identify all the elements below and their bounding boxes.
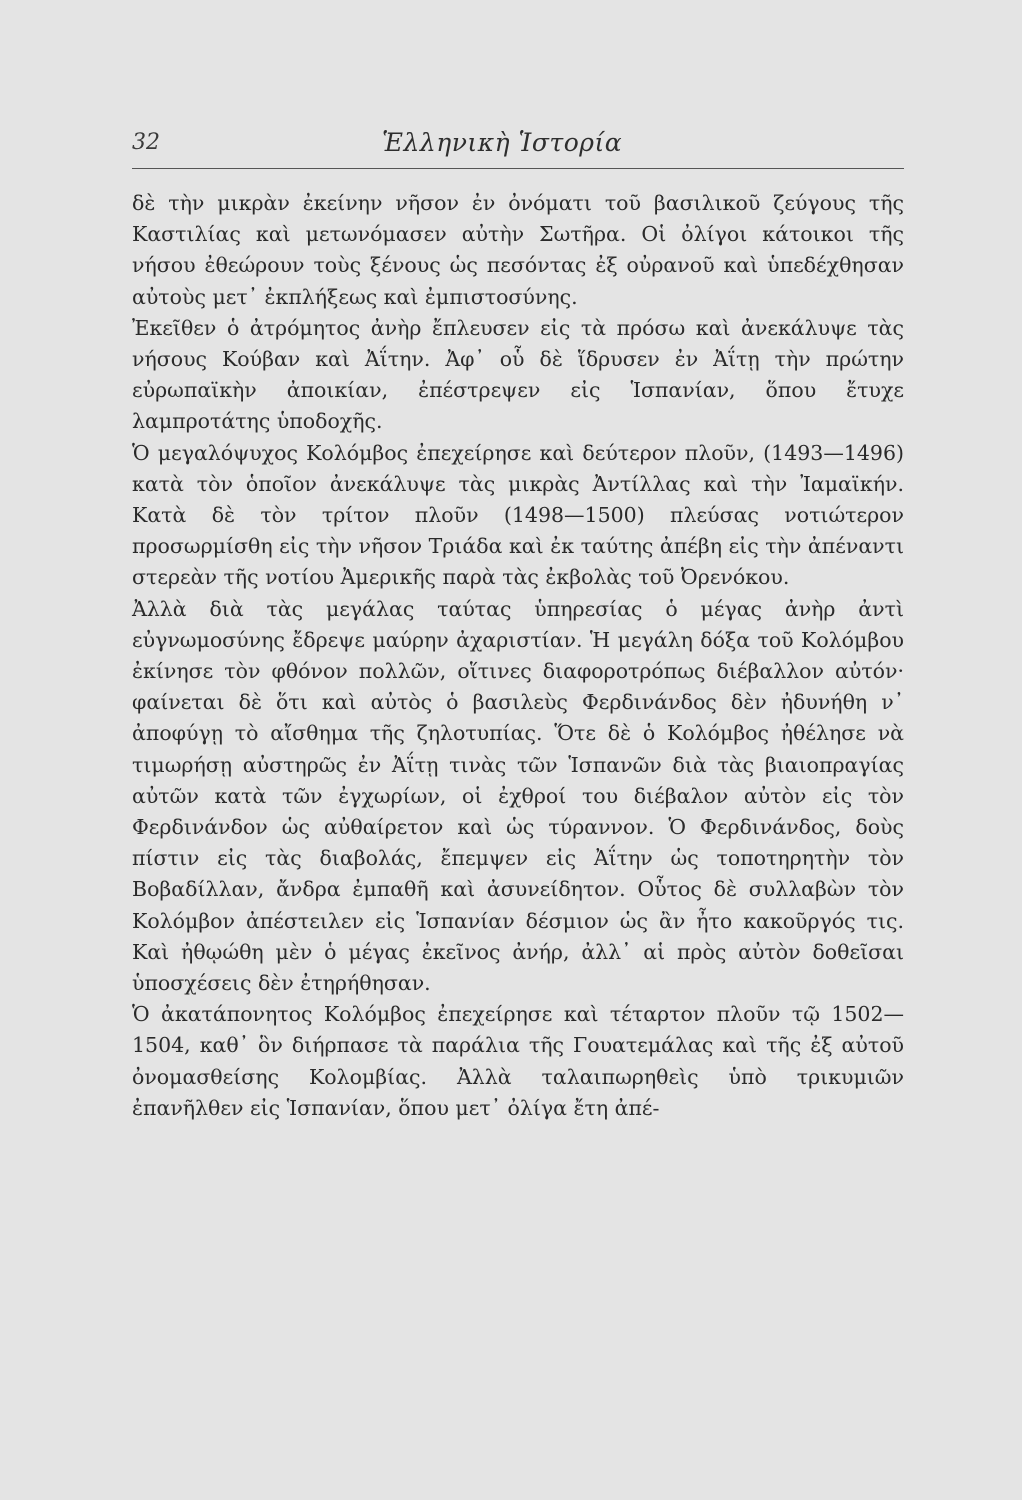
paragraph-5: Ὁ ἀκατάπονητος Κολόμβος ἐπεχείρησε καὶ τέταρτον πλοῦν τῷ 1502—1504, καθ᾽ ὃν διήρπασε τὰ παράλια τῆς Γουατεμάλας καὶ τῆς ἐξ αὐτοῦ ὀνομασθείσης Κολομβίας. Ἀλλὰ ταλαιπωρηθεὶς ὑπὸ τρικυμιῶν ἐπανῆλθεν εἰς Ἱσπανίαν, ὅπου μετ᾽ ὀλίγα ἔτη ἀπέ-: [132, 1002, 904, 1120]
paragraph-1: δὲ τὴν μικρὰν ἐκείνην νῆσον ἐν ὀνόματι τοῦ βασιλικοῦ ζεύγους τῆς Καστιλίας καὶ μετωνόμασεν αὐτὴν Σωτῆρα. Οἱ ὀλίγοι κάτοικοι τῆς νήσου ἐθεώρουν τοὺς ξένους ὡς πεσόντας ἐξ οὐρανοῦ καὶ ὑπεδέχθησαν αὐτοὺς μετ᾽ ἐκπλήξεως καὶ ἐμπιστοσύνης.: [132, 191, 904, 309]
paragraph-2: Ἐκεῖθεν ὁ ἀτρόμητος ἀνὴρ ἔπλευσεν εἰς τὰ πρόσω καὶ ἀνεκάλυψε τὰς νήσους Κούβαν καὶ Ἀΐτην. Ἀφ᾽ οὗ δὲ ἵδρυσεν ἐν Ἀΐτῃ τὴν πρώτην εὐρωπαϊκὴν ἀποικίαν, ἐπέστρεψεν εἰς Ἱσπανίαν, ὅπου ἔτυχε λαμπροτάτης ὑποδοχῆς.: [132, 315, 904, 434]
page-header: [132, 128, 904, 169]
body-text: [132, 188, 904, 1124]
page-number: 32: [132, 130, 160, 155]
paragraph-4: Ἀλλὰ διὰ τὰς μεγάλας ταύτας ὑπηρεσίας ὁ μέγας ἀνὴρ ἀντὶ εὐγνωμοσύνης ἔδρεψε μαύρην ἀχαριστίαν. Ἡ μεγάλη δόξα τοῦ Κολόμβου ἐκίνησε τὸν φθόνον πολλῶν, οἵτινες διαφοροτρόπως διέβαλλον αὐτόν· φαίνεται δὲ ὅτι καὶ αὐτὸς ὁ βασιλεὺς Φερδινάνδος δὲν ἠδυνήθη ν᾽ ἀποφύγῃ τὸ αἴσθημα τῆς ζηλοτυπίας. Ὅτε δὲ ὁ Κολόμβος ἠθέλησε νὰ τιμωρήσῃ αὐστηρῶς ἐν Ἀΐτῃ τινὰς τῶν Ἱσπανῶν διὰ τὰς βιαιοπραγίας αὐτῶν κατὰ τῶν ἐγχωρίων, οἱ ἐχθροί του διέβαλον αὐτὸν εἰς τὸν Φερδινάνδον ὡς αὐθαίρετον καὶ ὡς τύραννον. Ὁ Φερδινάνδος, δοὺς πίστιν εἰς τὰς διαβολάς, ἔπεμψεν εἰς Ἀΐτην ὡς τοποτηρητὴν τὸν Βοβαδίλλαν, ἄνδρα ἐμπαθῆ καὶ ἀσυνείδητον. Οὗτος δὲ συλλαβὼν τὸν Κολόμβον ἀπέστειλεν εἰς Ἱσπανίαν δέσμιον ὡς ἂν ἦτο κακοῦργός τις. Καὶ ἠθῳώθη μὲν ὁ μέγας ἐκεῖνος ἀνήρ, ἀλλ᾽ αἱ πρὸς αὐτὸν δοθεῖσαι ὑποσχέσεις δὲν ἐτηρήθησαν.: [132, 596, 904, 996]
paragraph-3: Ὁ μεγαλόψυχος Κολόμβος ἐπεχείρησε καὶ δεύτερον πλοῦν, (1493—1496) κατὰ τὸν ὁποῖον ἀνεκάλυψε τὰς μικρὰς Ἀντίλλας καὶ τὴν Ἰαμαϊκήν. Κατὰ δὲ τὸν τρίτον πλοῦν (1498—1500) πλεύσας νοτιώτερον προσωρμίσθη εἰς τὴν νῆσον Τριάδα καὶ ἐκ ταύτης ἀπέβη εἰς τὴν ἀπέναντι στερεὰν τῆς νοτίου Ἀμερικῆς παρὰ τὰς ἐκβολὰς τοῦ Ὀρενόκου.: [132, 440, 904, 590]
running-title: Ἑλληνικὴ Ἱστορία: [382, 128, 623, 157]
